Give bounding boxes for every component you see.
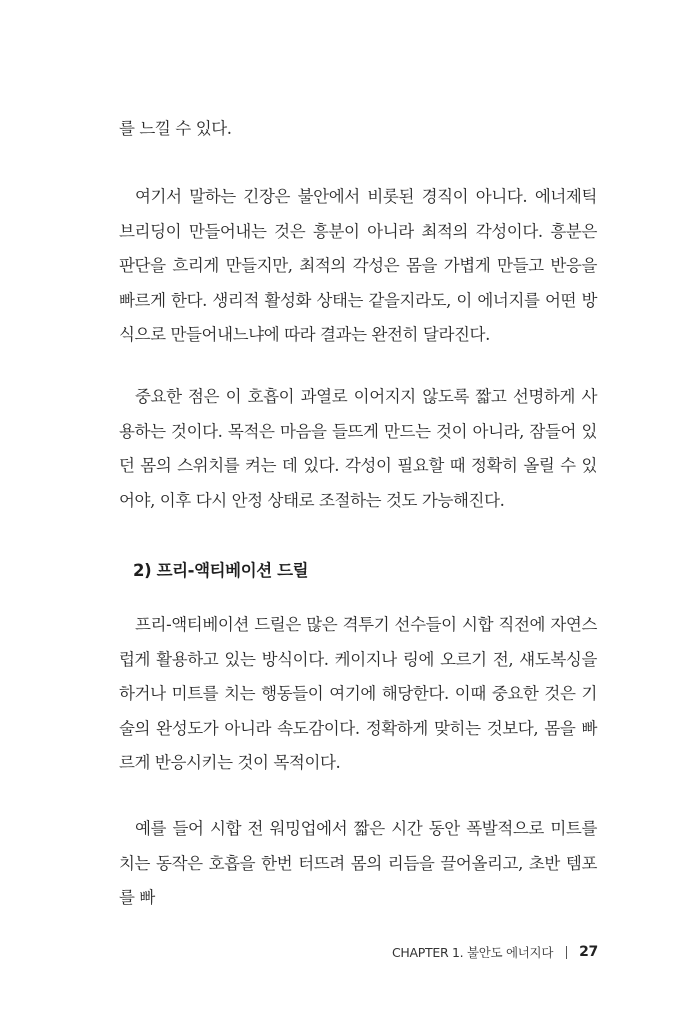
- paragraph-continuation: 를 느낄 수 있다.: [119, 119, 232, 138]
- paragraph-example: 예를 들어 시합 전 워밍업에서 짧은 시간 동안 폭발적으로 미트를 치는 동작은 호흡을 한번 터뜨려 몸의 리듬을 끌어올리고, 초반 템포를 빠: [119, 819, 597, 907]
- paragraph-preactivation: 프리-액티베이션 드릴은 많은 격투기 선수들이 시합 직전에 자연스럽게 활용하고 있는 방식이다. 케이지나 링에 오르기 전, 섀도복싱을 하거나 미트를 치는 행동들이 여기에 해당한다. 이때 중요한 것은 기술의 완성도가 아니라 속도감이다. 정확하게 맞히는 것보다, 몸을 빠르게 반응시키는 것이 목적이다.: [119, 615, 597, 772]
- chapter-title: CHAPTER 1. 불안도 에너지다: [392, 945, 554, 960]
- section-heading: 2) 프리-액티베이션 드릴: [133, 561, 309, 580]
- paragraph-tension: 여기서 말하는 긴장은 불안에서 비롯된 경직이 아니다. 에너제틱 브리딩이 만들어내는 것은 흥분이 아니라 최적의 각성이다. 흥분은 판단을 흐리게 만들지만, 최적의 각성은 몸을 가볍게 만들고 반응을 빠르게 한다. 생리적 활성화 상태는 같을지라도, 이 에너지를 어떤 방식으로 만들어내느냐에 따라 결과는 완전히 달라진다.: [119, 187, 597, 344]
- page-footer: [392, 943, 598, 961]
- footer-divider: [566, 946, 567, 959]
- paragraph-breathing-point: 중요한 점은 이 호흡이 과열로 이어지지 않도록 짧고 선명하게 사용하는 것이다. 목적은 마음을 들뜨게 만드는 것이 아니라, 잠들어 있던 몸의 스위치를 켜는 데 있다. 각성이 필요할 때 정확히 올릴 수 있어야, 이후 다시 안정 상태로 조절하는 것도 가능해진다.: [119, 387, 597, 510]
- page-number: 27: [579, 944, 598, 960]
